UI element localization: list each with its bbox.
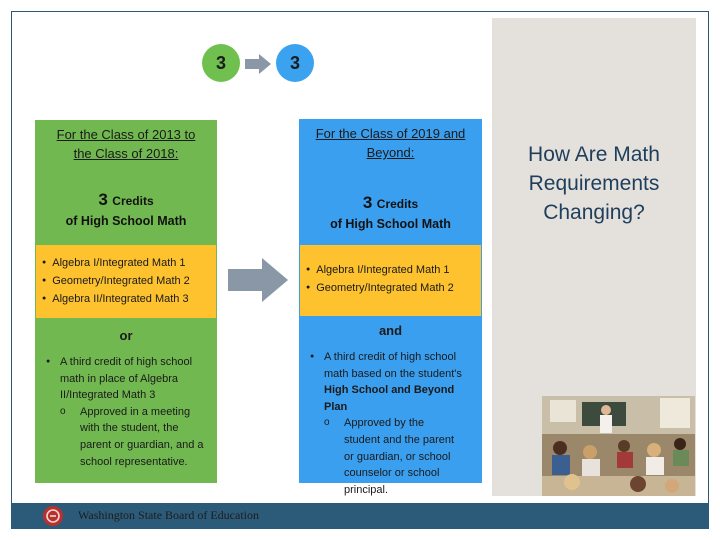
option-line: A third credit of high school bbox=[60, 356, 193, 368]
credit-count-before: 3 bbox=[202, 44, 240, 82]
sub-bullet-icon: o bbox=[324, 417, 330, 429]
title-line: Changing? bbox=[543, 201, 645, 224]
course-item: ● Geometry/Integrated Math 2 bbox=[306, 280, 481, 298]
approval-line: Approved in a meeting bbox=[80, 405, 191, 418]
course-item: ● Algebra I/Integrated Math 1 bbox=[42, 255, 216, 273]
sub-bullet-icon: o bbox=[60, 405, 66, 417]
credits-heading bbox=[35, 190, 217, 228]
course-item: ● Algebra I/Integrated Math 1 bbox=[306, 262, 481, 280]
approval-line: Approved by the bbox=[344, 417, 425, 430]
header-line: For the Class of 2019 and bbox=[315, 126, 466, 141]
credits-label: Credits bbox=[376, 197, 419, 211]
conjunction-or: or bbox=[119, 328, 133, 343]
credits-subtitle: of High School Math bbox=[330, 217, 451, 231]
classroom-photo bbox=[542, 396, 695, 496]
approval-line: school representative. bbox=[80, 455, 188, 468]
option-line: II/Integrated Math 3 bbox=[60, 389, 156, 402]
footer-org-name: Washington State Board of Education bbox=[78, 508, 259, 522]
header-line: For the Class of 2013 to bbox=[56, 127, 196, 142]
title-line: How Are Math bbox=[528, 143, 660, 166]
slide-title bbox=[496, 140, 692, 227]
option-line-emphasis: High School and Beyond Plan bbox=[324, 384, 455, 413]
arrow-right-icon bbox=[245, 54, 271, 74]
required-courses-box bbox=[36, 245, 216, 318]
option-line: A third credit of high school bbox=[324, 351, 457, 363]
bullet-icon: ● bbox=[46, 358, 51, 365]
approval-line: or guardian, or school bbox=[344, 450, 451, 463]
class-2013-2018-header bbox=[35, 125, 217, 163]
arrow-right-icon bbox=[228, 258, 288, 302]
third-credit-option bbox=[310, 349, 480, 498]
approval-line: principal. bbox=[344, 483, 389, 496]
approval-line: parent or guardian, and a bbox=[80, 438, 204, 451]
title-line: Requirements bbox=[528, 172, 660, 195]
credits-number: 3 bbox=[362, 193, 373, 212]
header-line: Beyond: bbox=[366, 145, 415, 160]
credits-number: 3 bbox=[98, 190, 108, 209]
credits-subtitle: of High School Math bbox=[65, 214, 187, 228]
approval-line: student and the parent bbox=[344, 433, 455, 446]
required-courses-box bbox=[300, 245, 481, 316]
credits-label: Credits bbox=[112, 194, 154, 208]
option-line: math based on the student's bbox=[324, 367, 462, 380]
third-credit-option bbox=[46, 354, 216, 470]
approval-line: with the student, the bbox=[80, 422, 179, 435]
approval-line: counselor or school bbox=[344, 467, 440, 480]
sbe-logo-icon bbox=[42, 505, 64, 527]
option-line: math in place of Algebra bbox=[60, 372, 179, 385]
header-line: the Class of 2018: bbox=[73, 146, 179, 161]
bullet-icon: ● bbox=[310, 353, 315, 360]
course-item: ● Geometry/Integrated Math 2 bbox=[42, 273, 216, 291]
conjunction-and: and bbox=[378, 323, 403, 338]
credit-count-after: 3 bbox=[276, 44, 314, 82]
class-2019-beyond-header bbox=[299, 124, 482, 162]
credits-heading bbox=[299, 193, 482, 231]
course-item: ● Algebra II/Integrated Math 3 bbox=[42, 291, 216, 309]
